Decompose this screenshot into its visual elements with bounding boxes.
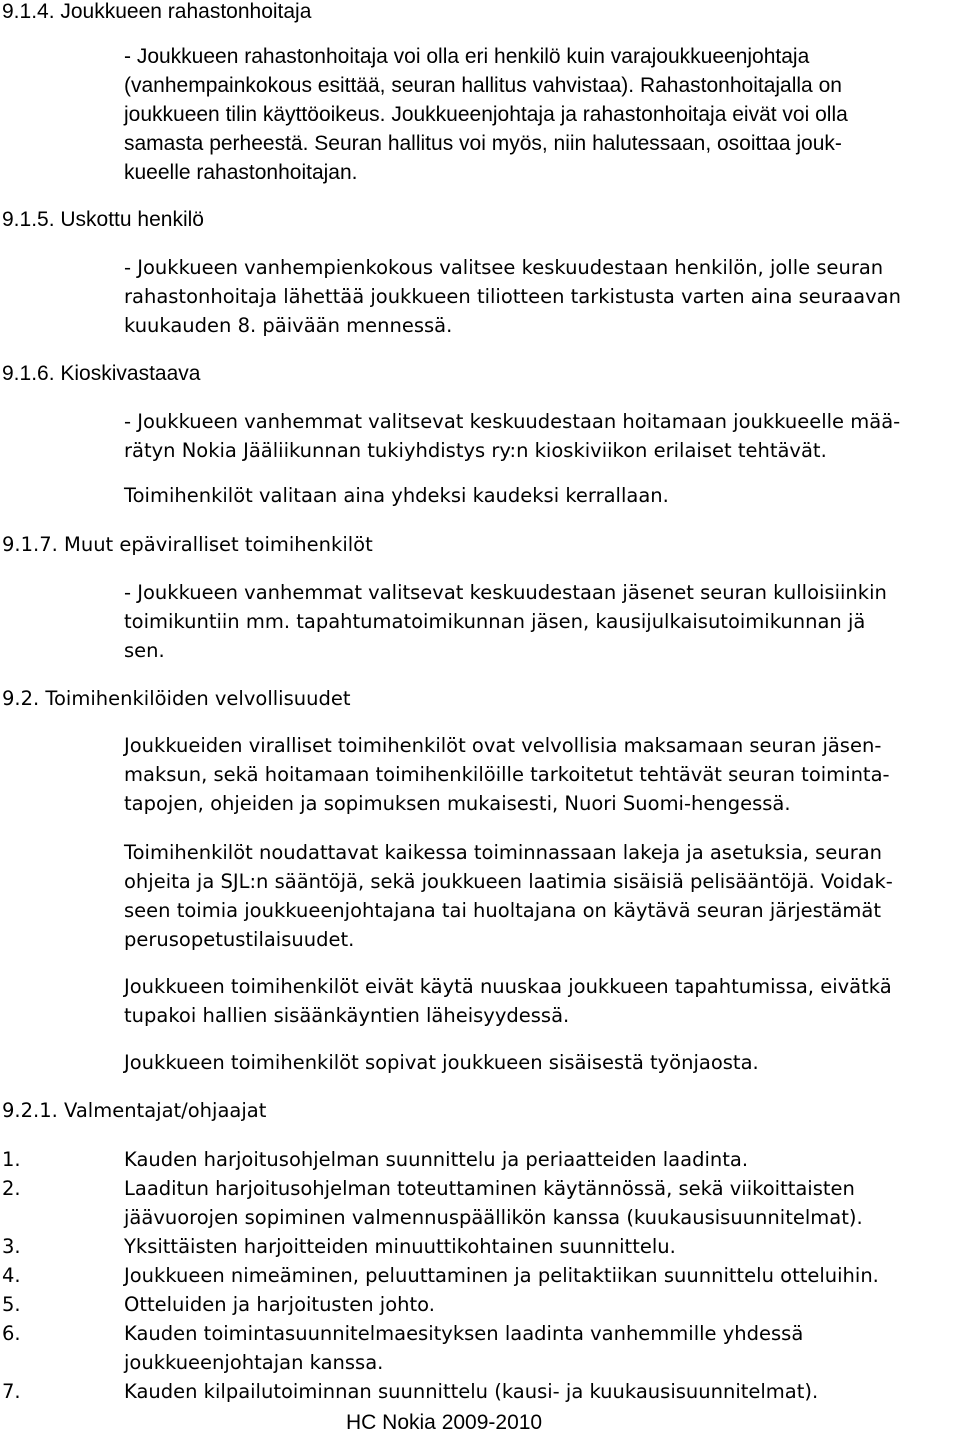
- paragraph-line: Toimihenkilöt valitaan aina yhdeksi kaudeksi kerrallaan.: [124, 484, 669, 507]
- paragraph-line: Joukkueen toimihenkilöt eivät käytä nuuskaa joukkueen tapahtumissa, eivätkä: [124, 975, 892, 998]
- section-heading: 9.1.6. Kioskivastaava: [2, 362, 201, 385]
- paragraph-line: ohjeita ja SJL:n sääntöjä, sekä joukkueen laatimia sisäisiä pelisääntöjä. Voidak-: [124, 870, 893, 893]
- paragraph-line: - Joukkueen vanhemmat valitsevat keskuudestaan hoitamaan joukkueelle mää-: [124, 410, 901, 433]
- paragraph-line: - Joukkueen vanhempienkokous valitsee keskuudestaan henkilön, jolle seuran: [124, 256, 884, 279]
- paragraph-line: Joukkueen toimihenkilöt sopivat joukkueen sisäisestä työnjaosta.: [124, 1051, 759, 1074]
- list-item-text: Laaditun harjoitusohjelman toteuttaminen käytännössä, sekä viikoittaisten: [124, 1177, 855, 1200]
- paragraph-line: kuukauden 8. päivään mennessä.: [124, 314, 453, 337]
- list-item-text: Otteluiden ja harjoitusten johto.: [124, 1293, 435, 1316]
- paragraph-line: tupakoi hallien sisäänkäyntien läheisyydessä.: [124, 1004, 570, 1027]
- section-heading: 9.1.5. Uskottu henkilö: [2, 208, 204, 231]
- list-item-number: 1.: [2, 1148, 21, 1171]
- list-item-number: 4.: [2, 1264, 21, 1287]
- section-heading: 9.2. Toimihenkilöiden velvollisuudet: [2, 687, 351, 710]
- paragraph-line: seen toimia joukkueenjohtajana tai huoltajana on käytävä seuran järjestämät: [124, 899, 881, 922]
- paragraph-line: maksun, sekä hoitamaan toimihenkilöille tarkoitetut tehtävät seuran toiminta-: [124, 763, 890, 786]
- paragraph-line: perusopetustilaisuudet.: [124, 928, 355, 951]
- list-item-number: 3.: [2, 1235, 21, 1258]
- paragraph-line: - Joukkueen vanhemmat valitsevat keskuudestaan jäsenet seuran kulloisiinkin: [124, 581, 887, 604]
- list-item-text: Kauden harjoitusohjelman suunnittelu ja periaatteiden laadinta.: [124, 1148, 749, 1171]
- list-item-number: 5.: [2, 1293, 21, 1316]
- paragraph-line: - Joukkueen rahastonhoitaja voi olla eri henkilö kuin varajoukkueenjohtaja: [124, 45, 810, 68]
- section-heading: 9.1.7. Muut epäviralliset toimihenkilöt: [2, 533, 373, 556]
- list-item-text: Joukkueen nimeäminen, peluuttaminen ja pelitaktiikan suunnittelu otteluihin.: [124, 1264, 879, 1287]
- list-item-text: Yksittäisten harjoitteiden minuuttikohtainen suunnittelu.: [124, 1235, 676, 1258]
- paragraph-line: tapojen, ohjeiden ja sopimuksen mukaisesti, Nuori Suomi-hengessä.: [124, 792, 791, 815]
- list-item-text: jäävuorojen sopiminen valmennuspäällikön kanssa (kuukausisuunnitelmat).: [124, 1206, 863, 1229]
- paragraph-line: Toimihenkilöt noudattavat kaikessa toiminnassaan lakeja ja asetuksia, seuran: [124, 841, 883, 864]
- paragraph-line: toimikuntiin mm. tapahtumatoimikunnan jäsen, kausijulkaisutoimikunnan jä: [124, 610, 866, 633]
- paragraph-line: joukkueen tilin käyttöoikeus. Joukkueenjohtaja ja rahastonhoitaja eivät voi olla: [124, 103, 848, 126]
- list-item-text: joukkueenjohtajan kanssa.: [124, 1351, 384, 1374]
- section-heading: 9.2.1. Valmentajat/ohjaajat: [2, 1099, 267, 1122]
- page-footer: HC Nokia 2009-2010: [346, 1411, 543, 1434]
- paragraph-line: (vanhempainkokous esittää, seuran hallitus vahvistaa). Rahastonhoitajalla on: [124, 74, 842, 97]
- section-heading: 9.1.4. Joukkueen rahastonhoitaja: [2, 0, 312, 23]
- list-item-text: Kauden toimintasuunnitelmaesityksen laadinta vanhemmille yhdessä: [124, 1322, 804, 1345]
- list-item-number: 7.: [2, 1380, 21, 1403]
- paragraph-line: Joukkueiden viralliset toimihenkilöt ovat velvollisia maksamaan seuran jäsen-: [124, 734, 882, 757]
- list-item-number: 6.: [2, 1322, 21, 1345]
- paragraph-line: samasta perheestä. Seuran hallitus voi myös, niin halutessaan, osoittaa jouk-: [124, 132, 842, 155]
- list-item-number: 2.: [2, 1177, 21, 1200]
- paragraph-line: kueelle rahastonhoitajan.: [124, 161, 358, 184]
- list-item-text: Kauden kilpailutoiminnan suunnittelu (kausi- ja kuukausisuunnitelmat).: [124, 1380, 819, 1403]
- paragraph-line: rahastonhoitaja lähettää joukkueen tiliotteen tarkistusta varten aina seuraavan: [124, 285, 901, 308]
- paragraph-line: rätyn Nokia Jääliikunnan tukiyhdistys ry:n kioskiviikon erilaiset tehtävät.: [124, 439, 827, 462]
- paragraph-line: sen.: [124, 639, 165, 662]
